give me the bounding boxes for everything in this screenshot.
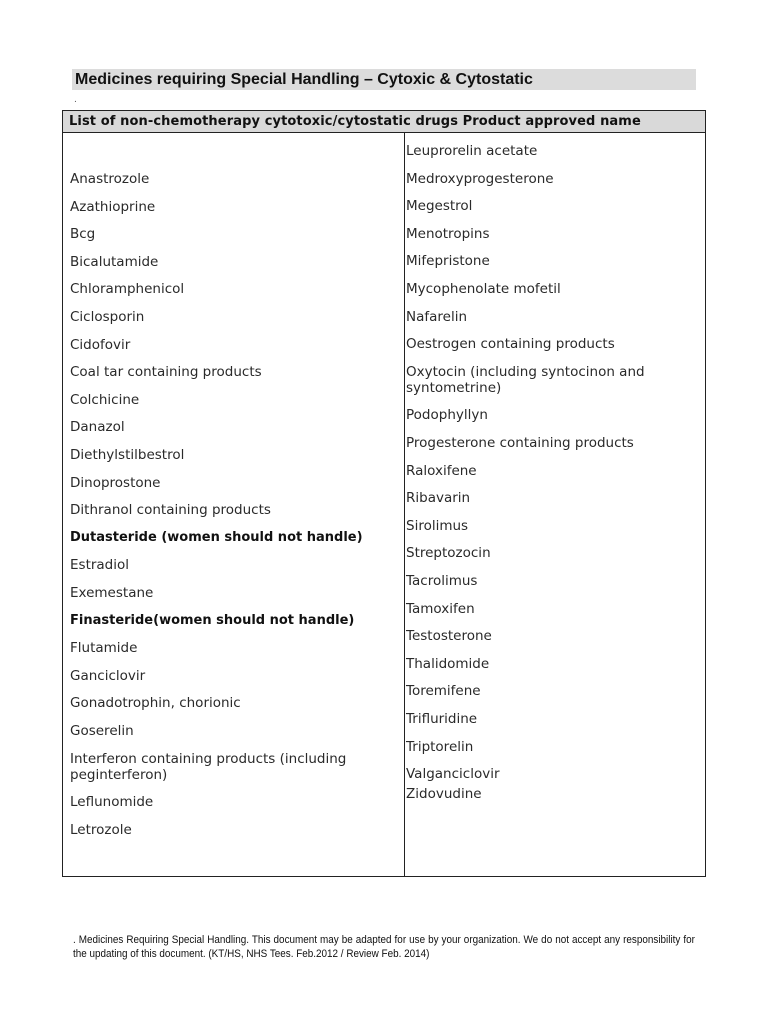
drug-item: Streptozocin <box>406 545 491 562</box>
drug-item: Medroxyprogesterone <box>406 170 554 187</box>
drug-item: Danazol <box>70 419 125 436</box>
drug-item: Mifepristone <box>406 253 490 270</box>
column-divider <box>404 133 405 876</box>
drug-item: Chloramphenicol <box>70 281 185 298</box>
drug-item: Exemestane <box>70 585 154 601</box>
drug-item: Podophyllyn <box>406 407 488 424</box>
drug-item: Bicalutamide <box>70 253 159 270</box>
drug-item: Ganciclovir <box>70 667 146 684</box>
drug-item: Nafarelin <box>406 308 468 325</box>
drug-item: Coal tar containing products <box>70 364 262 381</box>
drug-item: Dinoprostone <box>70 474 161 491</box>
drug-item: Finasteride(women should not handle) <box>70 612 355 628</box>
drug-item: Oestrogen containing products <box>406 336 615 353</box>
drug-item: Anastrozole <box>70 171 150 187</box>
drug-item: Testosterone <box>406 628 492 645</box>
drug-item: Bcg <box>70 226 96 243</box>
footer-note: . Medicines Requiring Special Handling. This document may be adapted for use by your organization. We do not accept any responsibility for the updating of this document. (KT/HS, NHS Tees. Feb.2012 / Review Feb. 2014) <box>73 934 695 960</box>
drug-item: Dutasteride (women should not handle) <box>70 529 363 545</box>
title-bar <box>72 69 696 90</box>
drug-item: Ciclosporin <box>70 309 145 325</box>
drug-item: Tamoxifen <box>406 600 475 617</box>
drug-item: Dithranol containing products <box>70 502 271 519</box>
drug-item: Flutamide <box>70 640 138 657</box>
drug-item: Triptorelin <box>406 738 474 755</box>
drug-item: Goserelin <box>70 723 134 739</box>
drug-item: Oxytocin (including syntocinon and syntometrine) <box>406 363 645 396</box>
drug-item: Diethylstilbestrol <box>70 447 185 463</box>
drug-item: Thalidomide <box>406 655 490 672</box>
page-title: Medicines requiring Special Handling – Cytoxic & Cytostatic <box>75 71 533 88</box>
stray-mark: . <box>74 95 77 105</box>
table-header-text: List of non-chemotherapy cytotoxic/cytostatic drugs Product approved name <box>69 114 641 129</box>
drug-item: Leuprorelin acetate <box>406 143 538 159</box>
drug-item: Ribavarin <box>406 490 471 507</box>
drug-item: Mycophenolate mofetil <box>406 281 561 297</box>
drug-item: Colchicine <box>70 391 140 408</box>
drug-item: Azathioprine <box>70 198 156 215</box>
drug-item: Gonadotrophin, chorionic <box>70 695 241 712</box>
drug-item: Menotropins <box>406 225 490 242</box>
drug-item: Leflunomide <box>70 794 154 811</box>
drug-item: Zidovudine <box>406 786 482 803</box>
drug-item: Interferon containing products (including peginterferon) <box>70 750 347 783</box>
drug-item: Cidofovir <box>70 336 131 353</box>
drug-table <box>62 110 706 877</box>
drug-item: Progesterone containing products <box>406 435 634 451</box>
drug-item: Megestrol <box>406 198 473 215</box>
drug-item: Valganciclovir <box>406 766 500 783</box>
drug-item: Letrozole <box>70 821 132 838</box>
drug-item: Toremifene <box>406 683 481 700</box>
table-header <box>63 111 705 133</box>
drug-item: Sirolimus <box>406 517 469 534</box>
drug-item: Trifluridine <box>406 711 478 727</box>
drug-item: Tacrolimus <box>406 573 478 589</box>
drug-item: Estradiol <box>70 557 130 574</box>
drug-item: Raloxifene <box>406 462 477 479</box>
